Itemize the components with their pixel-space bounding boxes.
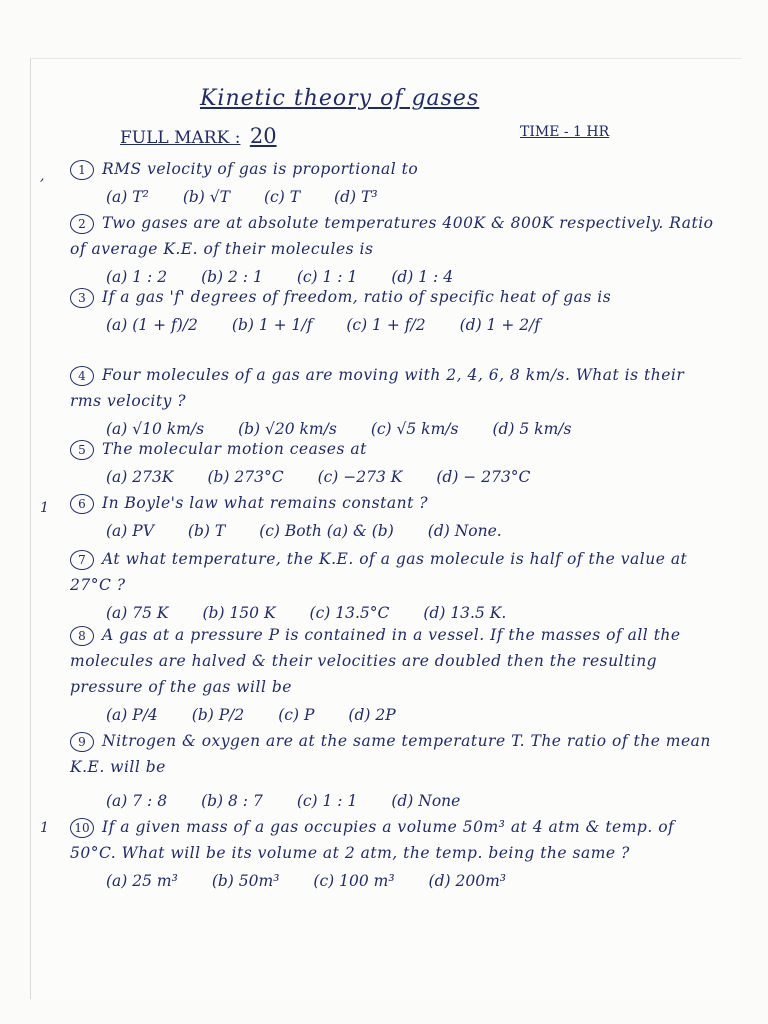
option: (b) 50m³ <box>211 872 280 890</box>
question-text: If a gas 'f' degrees of freedom, ratio of specific heat of gas is <box>102 288 612 306</box>
option: (a) P/4 <box>106 706 158 724</box>
option: (d) 200m³ <box>428 872 506 890</box>
question-number: 6 <box>70 494 94 514</box>
time-limit: TIME - 1 HR <box>520 124 610 140</box>
question-number: 2 <box>70 214 94 234</box>
margin-mark: 1 <box>40 820 49 836</box>
option: (a) 25 m³ <box>106 872 178 890</box>
option: (b) √20 km/s <box>238 420 337 438</box>
option: (d) − 273°C <box>436 468 531 486</box>
question-text: The molecular motion ceases at <box>102 440 367 458</box>
full-mark <box>120 124 277 148</box>
question-6 <box>70 490 720 544</box>
option: (c) −273 K <box>317 468 403 486</box>
margin-mark: 1 <box>40 500 49 516</box>
option: (a) 273K <box>106 468 174 486</box>
option: (a) 75 K <box>106 604 169 622</box>
option: (d) 13.5 K. <box>423 604 507 622</box>
option: (c) 1 + f/2 <box>346 316 426 334</box>
option: (c) 1 : 1 <box>296 268 358 286</box>
question-4 <box>70 362 720 442</box>
question-number: 1 <box>70 160 94 180</box>
option: (a) 7 : 8 <box>106 792 168 810</box>
question-2 <box>70 210 720 290</box>
option: (d) None <box>391 792 461 810</box>
question-text: Two gases are at absolute temperatures 400K & 800K respectively. Ratio of average K.E. of their molecules is <box>70 214 714 258</box>
option: (c) 13.5°C <box>309 604 390 622</box>
question-8 <box>70 622 720 728</box>
question-7 <box>70 546 720 626</box>
full-mark-label: FULL MARK : <box>120 128 241 148</box>
question-number: 9 <box>70 732 94 752</box>
option: (a) (1 + f)/2 <box>106 316 198 334</box>
option: (b) √T <box>182 188 230 206</box>
question-5 <box>70 436 720 490</box>
question-number: 10 <box>70 818 94 838</box>
option: (a) T² <box>106 188 149 206</box>
option: (a) PV <box>106 522 154 540</box>
question-number: 7 <box>70 550 94 570</box>
question-number: 8 <box>70 626 94 646</box>
question-text: A gas at a pressure P is contained in a vessel. If the masses of all the molecules are halved & their velocities are doubled then the resulting pressure of the gas will be <box>70 626 681 696</box>
question-text: In Boyle's law what remains constant ? <box>102 494 429 512</box>
question-text: At what temperature, the K.E. of a gas molecule is half of the value at 27°C ? <box>70 550 688 594</box>
option: (b) 2 : 1 <box>201 268 263 286</box>
option: (b) P/2 <box>191 706 245 724</box>
option: (c) 1 : 1 <box>296 792 358 810</box>
question-number: 3 <box>70 288 94 308</box>
option: (c) Both (a) & (b) <box>259 522 394 540</box>
question-number: 4 <box>70 366 94 386</box>
question-text: If a given mass of a gas occupies a volume 50m³ at 4 atm & temp. of 50°C. What will be its volume at 2 atm, the temp. being the same ? <box>70 818 675 862</box>
option: (b) 150 K <box>202 604 276 622</box>
page-title: Kinetic theory of gases <box>200 86 480 111</box>
option: (d) 2P <box>348 706 396 724</box>
option: (b) 273°C <box>207 468 284 486</box>
question-text: RMS velocity of gas is proportional to <box>102 160 419 178</box>
option: (c) √5 km/s <box>370 420 459 438</box>
full-mark-value: 20 <box>249 124 277 148</box>
option: (c) T <box>264 188 301 206</box>
question-3 <box>70 284 720 338</box>
option: (d) 1 : 4 <box>391 268 454 286</box>
margin-mark: , <box>40 168 45 184</box>
option: (b) 8 : 7 <box>201 792 263 810</box>
option: (b) T <box>187 522 226 540</box>
question-text: Four molecules of a gas are moving with 2, 4, 6, 8 km/s. What is their rms velocity ? <box>70 366 685 410</box>
question-number: 5 <box>70 440 94 460</box>
option: (c) 100 m³ <box>313 872 395 890</box>
option: (a) √10 km/s <box>106 420 205 438</box>
question-1 <box>70 156 720 210</box>
option: (d) 5 km/s <box>492 420 572 438</box>
option: (c) P <box>278 706 315 724</box>
option: (d) None. <box>427 522 502 540</box>
question-text: Nitrogen & oxygen are at the same temperature T. The ratio of the mean K.E. will be <box>70 732 711 776</box>
option: (d) T³ <box>334 188 378 206</box>
question-9 <box>70 728 720 814</box>
question-10 <box>70 814 720 894</box>
option: (a) 1 : 2 <box>106 268 168 286</box>
option: (d) 1 + 2/f <box>459 316 541 334</box>
option: (b) 1 + 1/f <box>231 316 313 334</box>
